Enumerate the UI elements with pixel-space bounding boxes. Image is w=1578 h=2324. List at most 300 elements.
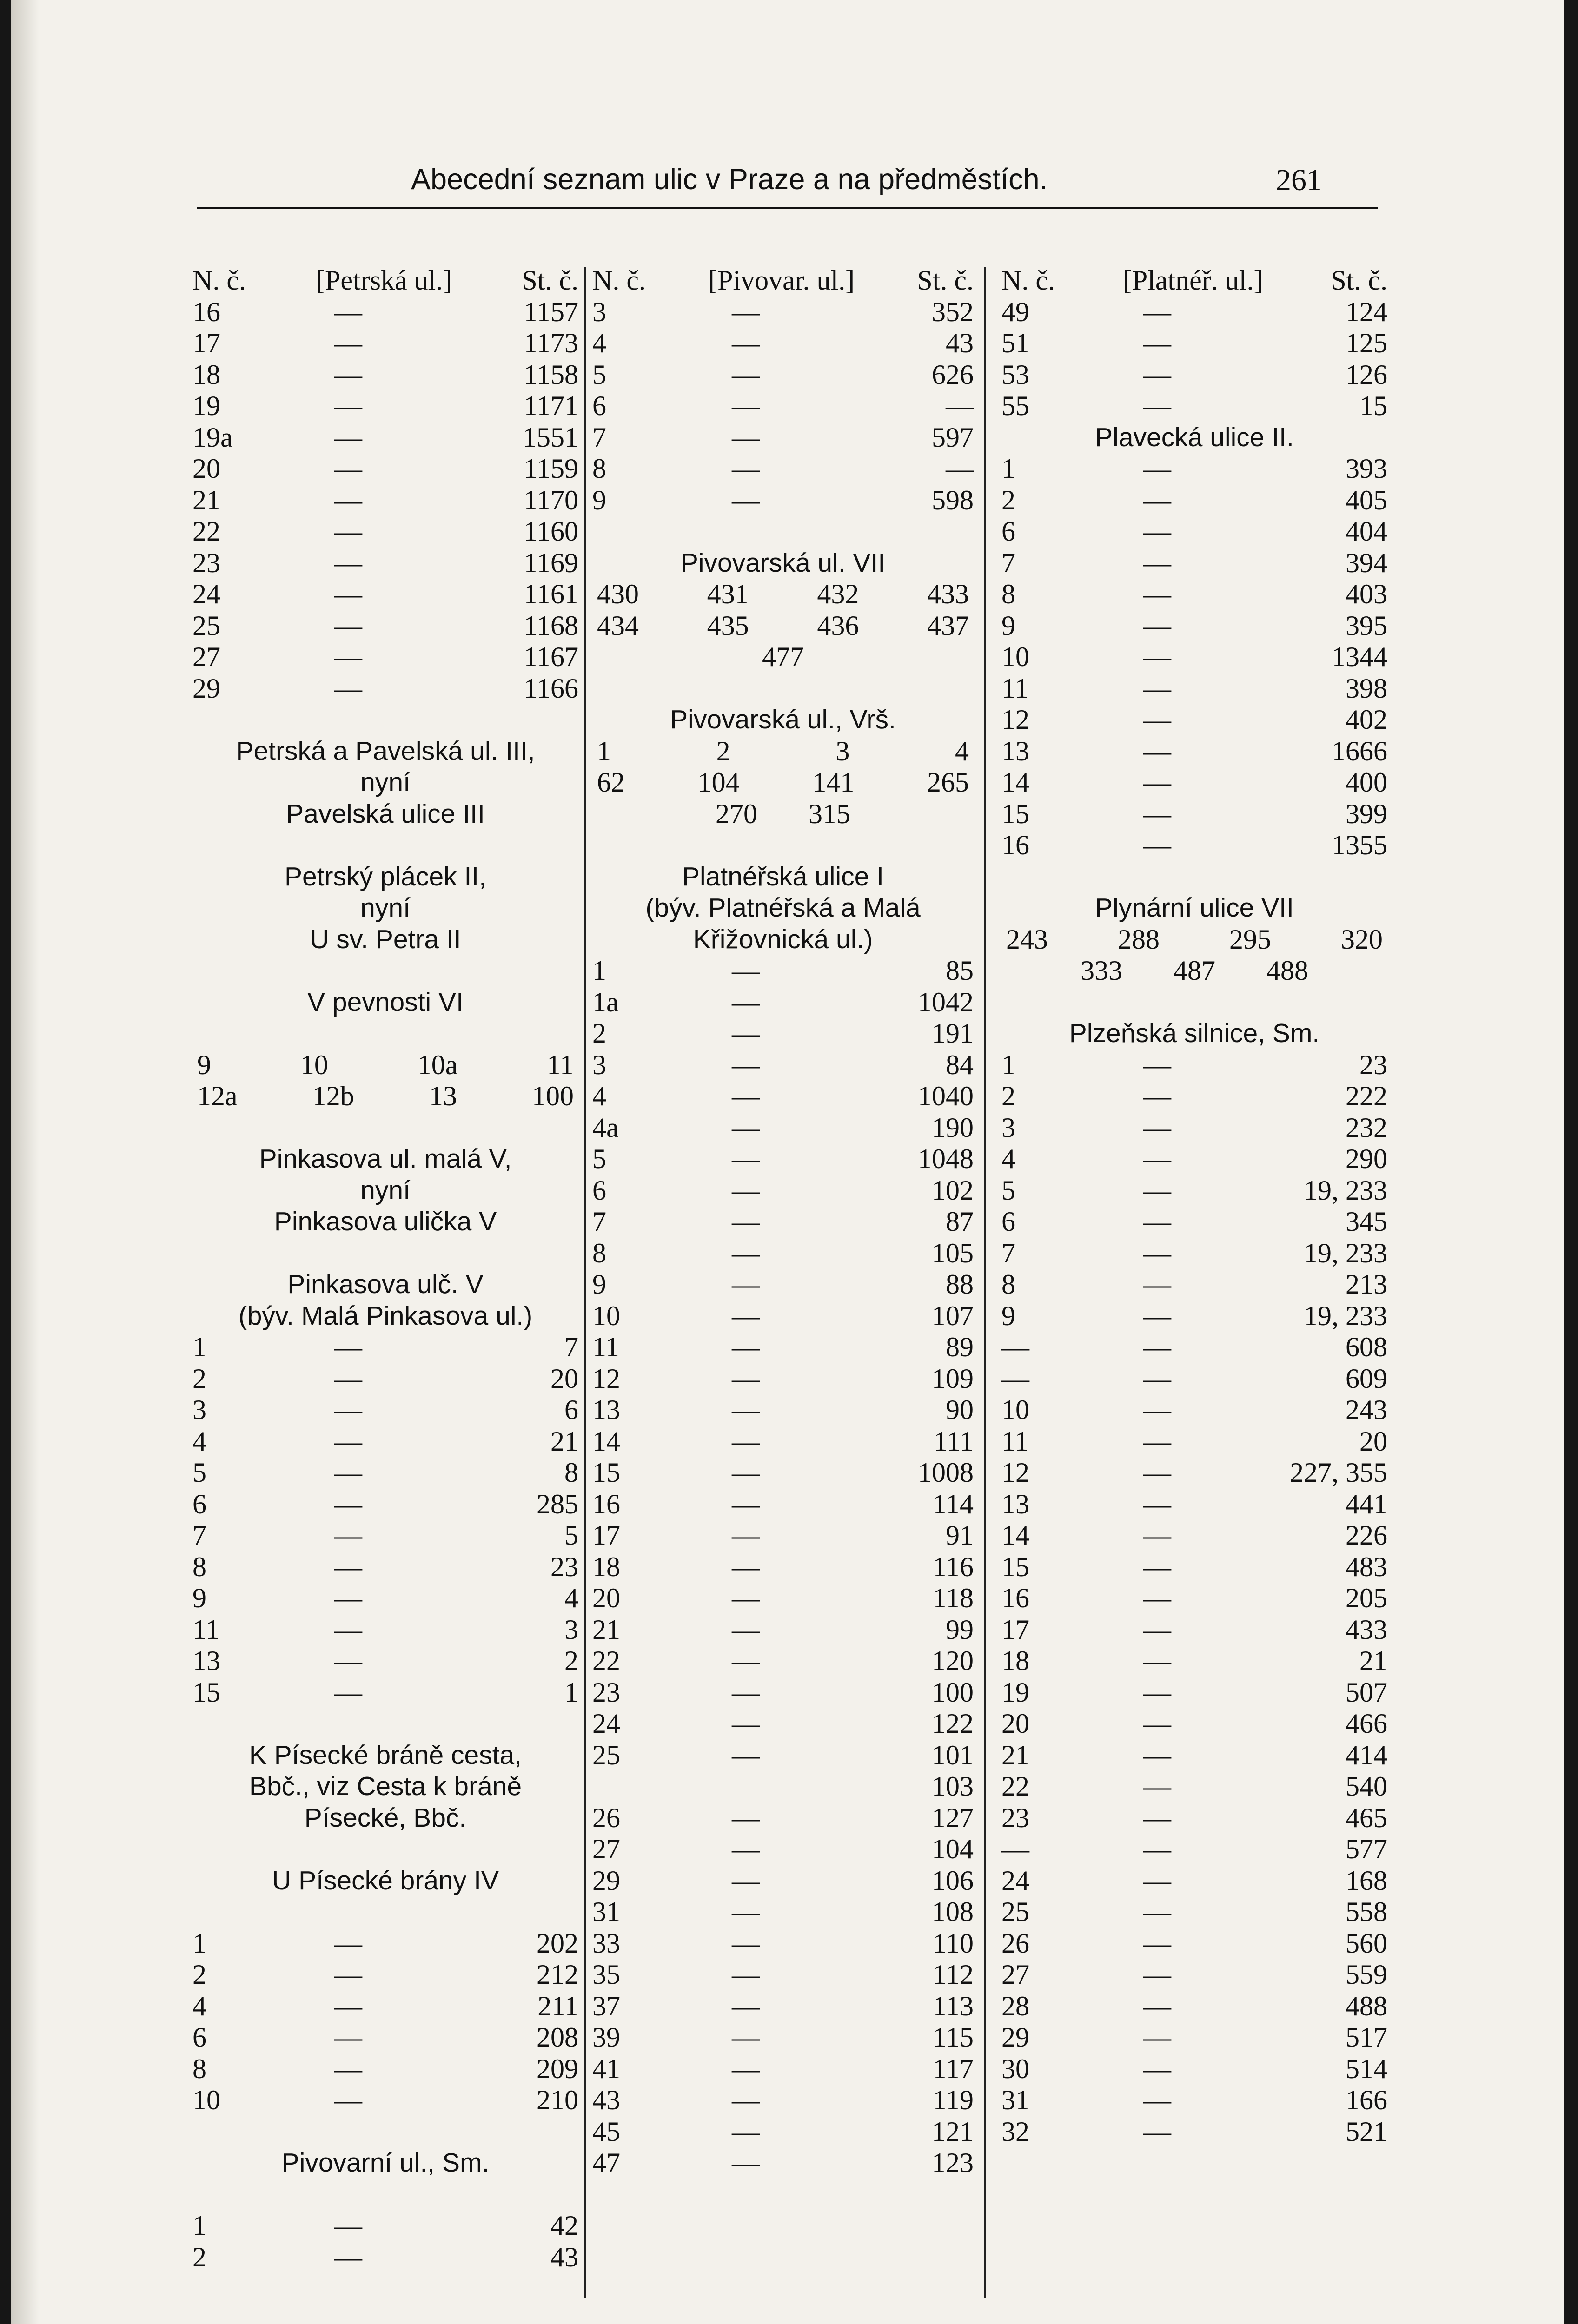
row-dash: — [732, 1959, 760, 1990]
section-title: 477 [762, 641, 804, 672]
row-dash: — [334, 2085, 362, 2115]
section-title: nyní [360, 767, 411, 797]
row-dash: — [334, 328, 362, 358]
row-dash: — [334, 1583, 362, 1613]
spacer [192, 830, 578, 861]
row-number: 7 [192, 1520, 206, 1551]
row-dash: — [732, 2085, 760, 2115]
table-row [192, 516, 578, 548]
row-number: 1a [592, 986, 619, 1017]
row-dash: — [1143, 1959, 1171, 1990]
row-value: 1173 [524, 328, 578, 358]
table-row [1001, 1834, 1387, 1865]
row-dash: — [334, 547, 362, 578]
row-value: 3 [564, 1614, 578, 1645]
section-title: Pavelská ulice III [286, 799, 485, 829]
row-dash: — [334, 1677, 362, 1708]
row-value: 117 [933, 2053, 974, 2084]
table-row [1001, 1238, 1387, 1269]
row-dash: — [1143, 1834, 1171, 1864]
row-number: 45 [592, 2116, 620, 2147]
table-row [192, 1645, 578, 1677]
row-dash: — [334, 1928, 362, 1959]
row-dash: — [732, 359, 760, 390]
table-row [1001, 1050, 1387, 1081]
row-dash: — [1143, 2085, 1171, 2115]
row-value: 222 [1346, 1081, 1387, 1111]
row-dash: — [334, 516, 362, 547]
row-dash: — [334, 1488, 362, 1519]
row-number: 27 [192, 641, 220, 672]
row-value: 91 [946, 1520, 974, 1551]
row-number: 28 [1001, 1990, 1029, 2021]
section-title: Pivovarská ul., Vrš. [670, 705, 896, 734]
row-dash: — [1143, 2053, 1171, 2084]
row-value: 1170 [524, 484, 578, 515]
row-value: 483 [1346, 1551, 1387, 1582]
table-row [1001, 1896, 1387, 1928]
row-value: 393 [1346, 453, 1387, 484]
row-number: 24 [192, 579, 220, 609]
row-number: 22 [192, 516, 220, 547]
row-value: 558 [1346, 1896, 1387, 1927]
row-value: 7 [564, 1332, 578, 1362]
number-grid-row [592, 767, 974, 799]
row-dash: — [732, 1112, 760, 1143]
row-dash: — [1143, 1269, 1171, 1300]
table-row [192, 1363, 578, 1395]
grid-cell: 1 [597, 735, 611, 766]
row-dash: — [334, 422, 362, 453]
row-value: 191 [932, 1018, 974, 1049]
table-row [592, 1708, 974, 1740]
number-grid-row [1001, 955, 1387, 987]
row-number: 39 [592, 2022, 620, 2053]
row-dash: — [732, 296, 760, 327]
row-value: 1551 [523, 422, 578, 453]
row-number: 15 [1001, 798, 1029, 829]
row-number: 9 [592, 484, 606, 515]
row-value: 1167 [524, 641, 578, 672]
table-row [1001, 2022, 1387, 2053]
table-row [192, 1332, 578, 1363]
row-value: 1160 [524, 516, 578, 547]
row-number: 3 [592, 296, 606, 327]
row-dash: — [1143, 767, 1171, 798]
grid-cell: 10 [300, 1049, 328, 1080]
table-row [592, 1394, 974, 1426]
row-dash: — [732, 1583, 760, 1613]
row-dash: — [732, 1677, 760, 1708]
row-dash: — [732, 1300, 760, 1331]
row-dash: — [334, 1332, 362, 1362]
row-value: 120 [932, 1645, 974, 1676]
row-dash: — [732, 2147, 760, 2178]
row-number: 3 [192, 1394, 206, 1425]
header-number: N. č. [592, 265, 646, 296]
row-value: 23 [550, 1551, 578, 1582]
table-row [1001, 1175, 1387, 1207]
row-value: 394 [1346, 547, 1387, 578]
grid-cell: 104 [697, 767, 740, 798]
row-number: 22 [1001, 1771, 1029, 1802]
row-number: 9 [192, 1583, 206, 1613]
table-row [192, 1677, 578, 1709]
section-title: nyní [360, 893, 411, 923]
table-row [1001, 830, 1387, 861]
section-title: Písecké, Bbč. [304, 1802, 467, 1833]
row-dash: — [334, 1645, 362, 1676]
row-number: 53 [1001, 359, 1029, 390]
page-gutter-shadow [11, 0, 39, 2324]
row-value: 400 [1346, 767, 1387, 798]
table-row [1001, 485, 1387, 516]
table-row [192, 641, 578, 673]
row-number: 4 [592, 328, 606, 358]
table-row [192, 390, 578, 422]
row-dash: — [732, 1739, 760, 1770]
table-row [1001, 2053, 1387, 2085]
table-row [592, 1583, 974, 1614]
row-dash: — [334, 484, 362, 515]
row-number: 24 [1001, 1865, 1029, 1896]
table-row [592, 1771, 974, 1802]
row-number: 7 [1001, 1237, 1015, 1268]
row-dash: — [1143, 1112, 1171, 1143]
section-title: Křižovnická ul.) [693, 924, 873, 954]
row-value: — [946, 390, 974, 421]
row-number: 12 [1001, 1457, 1029, 1488]
row-dash: — [1143, 2022, 1171, 2053]
grid-cell: 3 [835, 735, 850, 766]
row-number: 11 [1001, 1426, 1028, 1457]
row-value: 608 [1346, 1332, 1387, 1362]
row-number: 1 [1001, 453, 1015, 484]
table-row [592, 1896, 974, 1928]
row-value: 1042 [918, 986, 974, 1017]
table-row [1001, 1583, 1387, 1614]
row-number: 11 [1001, 673, 1028, 704]
running-title: Abecední seznam ulic v Praze a na předměstích. [411, 163, 1048, 196]
row-value: 507 [1346, 1677, 1387, 1708]
row-number: 12 [1001, 704, 1029, 735]
grid-cell: 295 [1229, 924, 1271, 955]
row-dash: — [1143, 516, 1171, 547]
table-row [1001, 1771, 1387, 1802]
row-value: 1666 [1332, 735, 1387, 766]
row-dash: — [1143, 1739, 1171, 1770]
table-row [1001, 453, 1387, 485]
grid-cell: 243 [1006, 924, 1048, 955]
table-row [1001, 1489, 1387, 1520]
row-dash: — [732, 1802, 760, 1833]
row-value: 540 [1346, 1771, 1387, 1802]
grid-cell: 12b [312, 1081, 354, 1111]
table-row [1001, 673, 1387, 705]
row-number: 12 [592, 1363, 620, 1394]
column-header [592, 265, 974, 297]
table-row [1001, 390, 1387, 422]
running-head [11, 163, 1564, 205]
row-dash: — [334, 2210, 362, 2241]
table-row [1001, 516, 1387, 548]
row-value: — [946, 453, 974, 484]
row-dash: — [732, 390, 760, 421]
row-number: 8 [592, 453, 606, 484]
row-number: 14 [592, 1426, 620, 1457]
row-value: 99 [946, 1614, 974, 1645]
spacer [1001, 861, 1387, 893]
table-row [592, 1645, 974, 1677]
row-value: 521 [1346, 2116, 1387, 2147]
row-number: 5 [592, 359, 606, 390]
table-row [592, 1363, 974, 1395]
table-row [1001, 1865, 1387, 1897]
spacer [592, 830, 974, 861]
row-number: 1 [192, 1332, 206, 1362]
row-number: 4 [592, 1081, 606, 1111]
table-row [192, 328, 578, 359]
section-title: Petrská a Pavelská ul. III, [236, 736, 535, 766]
row-number: 24 [592, 1708, 620, 1739]
row-value: 403 [1346, 579, 1387, 609]
row-number: 4 [192, 1426, 206, 1457]
row-number: 3 [1001, 1112, 1015, 1143]
row-value: 212 [537, 1959, 578, 1990]
section-title: Plzeňská silnice, Sm. [1069, 1018, 1320, 1048]
row-dash: — [1143, 1990, 1171, 2021]
row-dash: — [732, 955, 760, 986]
row-dash: — [1143, 830, 1171, 860]
row-dash: — [1143, 1802, 1171, 1833]
table-row [1001, 1143, 1387, 1175]
row-value: 208 [537, 2022, 578, 2053]
grid-cell: 437 [927, 610, 969, 641]
table-row [592, 1614, 974, 1646]
row-dash: — [334, 2241, 362, 2272]
grid-cell: 62 [597, 767, 625, 798]
spacer [192, 955, 578, 987]
row-dash: — [1143, 453, 1171, 484]
table-row [192, 1426, 578, 1458]
row-dash: — [1143, 1457, 1171, 1488]
row-value: 85 [946, 955, 974, 986]
table-row [592, 1332, 974, 1363]
table-row [1001, 1740, 1387, 1771]
row-number: 33 [592, 1928, 620, 1959]
section-title: nyní [360, 1175, 411, 1205]
row-number: 9 [1001, 1300, 1015, 1331]
row-dash: — [1143, 1049, 1171, 1080]
row-dash: — [732, 1457, 760, 1488]
row-dash: — [334, 641, 362, 672]
table-row [1001, 297, 1387, 328]
row-value: 1048 [918, 1143, 974, 1174]
row-dash: — [1143, 1551, 1171, 1582]
row-dash: — [1143, 1237, 1171, 1268]
row-number: 6 [192, 2022, 206, 2053]
section-title: Pinkasova ulička V [274, 1207, 497, 1236]
row-value: 626 [932, 359, 974, 390]
grid-cell: 11 [547, 1049, 574, 1080]
grid-cell: 10a [417, 1049, 458, 1080]
table-row [192, 485, 578, 516]
table-row [592, 1301, 974, 1332]
row-dash: — [334, 359, 362, 390]
row-number: 2 [192, 1959, 206, 1990]
row-value: 1355 [1332, 830, 1387, 860]
row-value: 290 [1346, 1143, 1387, 1174]
table-row [192, 2053, 578, 2085]
row-number: 15 [1001, 1551, 1029, 1582]
row-value: 108 [932, 1896, 974, 1927]
row-number: 18 [192, 359, 220, 390]
row-value: 114 [933, 1488, 974, 1519]
row-value: 1169 [524, 547, 578, 578]
table-row [592, 1991, 974, 2022]
table-row [192, 673, 578, 705]
row-number: 30 [1001, 2053, 1029, 2084]
number-grid-row [592, 579, 974, 610]
row-number: 8 [1001, 1269, 1015, 1300]
row-value: 1161 [524, 579, 578, 609]
row-value: 19, 233 [1304, 1237, 1387, 1268]
row-dash: — [732, 1990, 760, 2021]
row-dash: — [732, 453, 760, 484]
spacer [592, 673, 974, 705]
row-dash: — [1143, 1143, 1171, 1174]
row-number: 1 [1001, 1049, 1015, 1080]
row-number: 1 [192, 1928, 206, 1959]
table-row [592, 2053, 974, 2085]
row-dash: — [1143, 1896, 1171, 1927]
table-row [592, 359, 974, 391]
row-value: 121 [932, 2116, 974, 2147]
table-row [1001, 1112, 1387, 1144]
row-dash: — [732, 2116, 760, 2147]
row-value: 488 [1346, 1990, 1387, 2021]
row-value: 1158 [524, 359, 578, 390]
row-value: 227, 355 [1290, 1457, 1387, 1488]
table-row [592, 390, 974, 422]
row-number: 6 [592, 1175, 606, 1206]
row-dash: — [1143, 610, 1171, 641]
row-value: 127 [932, 1802, 974, 1833]
row-dash: — [732, 1363, 760, 1394]
row-dash: — [1143, 1865, 1171, 1896]
row-dash: — [1143, 735, 1171, 766]
grid-cell: 13 [429, 1081, 457, 1111]
table-row [592, 1552, 974, 1583]
row-dash: — [1143, 1206, 1171, 1237]
row-value: 116 [933, 1551, 974, 1582]
table-row [1001, 328, 1387, 359]
row-dash: — [334, 390, 362, 421]
table-row [1001, 610, 1387, 642]
row-number: 47 [592, 2147, 620, 2178]
row-number: 9 [1001, 610, 1015, 641]
header-street: [Pivovar. ul.] [708, 265, 855, 296]
row-dash: — [1143, 579, 1171, 609]
row-dash: — [732, 2053, 760, 2084]
row-value: 8 [564, 1457, 578, 1488]
table-row [192, 359, 578, 391]
row-dash: — [1143, 1520, 1171, 1551]
row-number: 21 [1001, 1739, 1029, 1770]
table-row [192, 2210, 578, 2242]
row-number: 25 [592, 1739, 620, 1770]
row-value: 112 [933, 1959, 974, 1990]
row-dash: — [732, 1332, 760, 1362]
header-stc: St. č. [917, 265, 974, 296]
row-dash: — [1143, 1488, 1171, 1519]
row-dash: — [1143, 673, 1171, 704]
number-grid-row [592, 736, 974, 767]
section-title: (býv. Platnéřská a Malá [645, 893, 921, 923]
spacer [592, 516, 974, 548]
row-number: 5 [192, 1457, 206, 1488]
row-dash: — [334, 579, 362, 609]
table-row [1001, 359, 1387, 391]
header-street: [Platnéř. ul.] [1122, 265, 1263, 296]
row-value: 598 [932, 484, 974, 515]
row-value: 43 [946, 328, 974, 358]
row-number: 31 [592, 1896, 620, 1927]
table-row [592, 1018, 974, 1050]
row-dash: — [1143, 1677, 1171, 1708]
row-dash: — [1143, 798, 1171, 829]
row-value: 109 [932, 1363, 974, 1394]
row-dash: — [732, 1394, 760, 1425]
column-divider [584, 267, 586, 2298]
table-row [1001, 641, 1387, 673]
table-row [592, 297, 974, 328]
row-number: 11 [592, 1332, 619, 1362]
row-number: 17 [592, 1520, 620, 1551]
grid-cell: 141 [812, 767, 855, 798]
row-dash: — [334, 673, 362, 704]
spacer [192, 2116, 578, 2148]
row-value: 20 [1359, 1426, 1387, 1457]
row-number: 55 [1001, 390, 1029, 421]
row-dash: — [732, 1520, 760, 1551]
row-number: 51 [1001, 328, 1029, 358]
row-value: 100 [932, 1677, 974, 1708]
number-grid-row [192, 1081, 578, 1112]
table-row [1001, 704, 1387, 736]
row-number: 16 [1001, 1583, 1029, 1613]
row-dash: — [732, 2022, 760, 2053]
table-row [592, 1928, 974, 1960]
row-dash: — [732, 986, 760, 1017]
row-number: 19a [192, 422, 233, 453]
row-value: 122 [932, 1708, 974, 1739]
row-value: 20 [550, 1363, 578, 1394]
row-number: 23 [592, 1677, 620, 1708]
table-row [192, 1552, 578, 1583]
row-value: 559 [1346, 1959, 1387, 1990]
row-number: — [1001, 1332, 1029, 1362]
row-number: 3 [592, 1049, 606, 1080]
column-header [192, 265, 578, 297]
grid-cell: 430 [597, 579, 639, 609]
table-row [592, 1489, 974, 1520]
row-dash: — [732, 1049, 760, 1080]
row-dash: — [732, 1488, 760, 1519]
row-value: 101 [932, 1739, 974, 1770]
table-row [592, 422, 974, 454]
row-value: 1157 [524, 296, 578, 327]
